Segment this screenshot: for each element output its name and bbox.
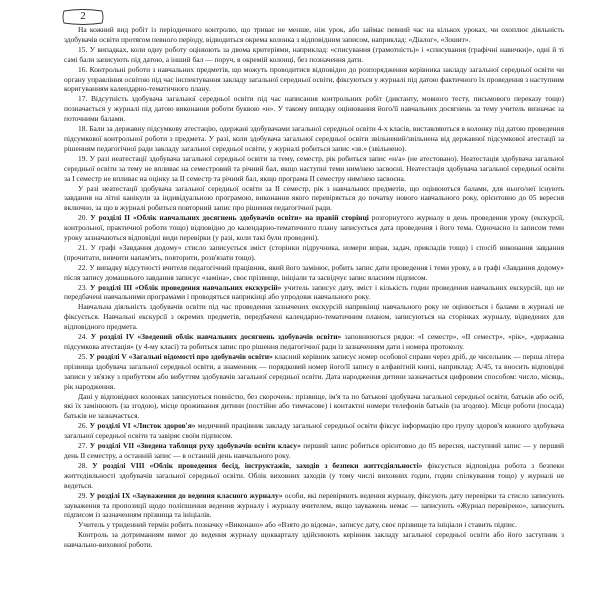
paragraph-text: 21. У графі «Завдання додому» стисло записується зміст (сторінки підручника, номери вправ, задач, прикладів тощо) і спосіб виконання завдання (прочитати, вивчити напам'ять, повторити, розв'язати тощо). bbox=[64, 242, 564, 262]
paragraph-text: У разі неатестації здобувача загальної середньої освіти за II семестр, рік з навчальних предметів, що оцінюються балами, для нього/неї існують завдання на літні канікули за індивідуальною програмою, виконання якого перевіряється до початку нового навчального року, орієнтовно до 05 вересня включно, за що в журналі робиться повторний запис про рішення педагогічної ради. bbox=[64, 183, 564, 213]
paragraph bbox=[64, 352, 564, 392]
paragraph-text: медичний працівник закладу загальної середньої освіти фіксує інформацію про групу здоров'я кожного здобувача загальної середньої освіти та завіряє своїм підписом. bbox=[64, 421, 565, 441]
paragraph-text: 24. bbox=[78, 332, 91, 342]
paragraph-text: 23. bbox=[78, 282, 90, 292]
paragraph bbox=[64, 520, 564, 530]
paragraph bbox=[64, 263, 564, 283]
paragraph bbox=[64, 213, 564, 243]
paragraph bbox=[64, 461, 564, 491]
paragraph-text: 15. У випадках, коли одну роботу оцінюють за двома критеріями, наприклад: «списування (грамотність)» і «списування (графічні навички)», одні й ті самі бали записують під датою, а інший бал — поруч, в окремій колонці, без позначення дати. bbox=[64, 44, 564, 64]
page-number: 2 bbox=[80, 10, 86, 22]
paragraph-text: перший запис робиться орієнтовно до 05 вересня, наступний запис — у перший день II семестру, а останній запис — в останній день навчального року. bbox=[64, 441, 565, 460]
paragraph-text: класний керівник записує номер особової справи через дріб, де чисельник — перша літера прізвища здобувача загальної середньої освіти, а знаменник — порядковий номер його/її запису в алфавітній книзі, наприклад: А/45, та вносить відповідні записи у зв'язку з прибуттям або вибуттям здобувачів загальної середньої освіти. Дата народження дитини зазначається цифровим способом: число, місяць, рік народження. bbox=[64, 351, 564, 391]
paragraph bbox=[64, 530, 564, 550]
paragraph-text: 27. bbox=[78, 441, 90, 451]
paragraph-text: 26. bbox=[78, 421, 90, 431]
paragraph-text: 28. bbox=[78, 460, 93, 470]
paragraph-text: 19. У разі неатестації здобувача загальної середньої освіти за тему, семестр, рік робиться запис «н/а» (не атестовано). Неатестація здобувача загальної середньої освіти за тему не впливає на семестровий та річний бал, якщо наступні теми ним/нею засвоєні. Неатестація здобувача загальної середньої освіти за I семестр не впливає на оцінку за II семестр та річний бал, якщо програма II семестру ним/нею засвоєна. bbox=[64, 153, 564, 183]
paragraph-text: 25. bbox=[78, 351, 90, 361]
paragraph-text: фіксується відповідна робота з безпеки життєдіяльності здобувачів загальної середньої освіти. Облік виховних заходів (у тому числі виховних годин, годин спілкування тощо) у журналі не ведеться. bbox=[64, 460, 565, 490]
paragraph-text: 20. bbox=[78, 213, 91, 223]
paragraph bbox=[64, 283, 564, 303]
paragraph-text: учитель записує дату, зміст і кількість годин проведення навчальних екскурсій, що не передбачені навчальними програмами і проводяться наприкінці або упродовж навчального року. bbox=[64, 282, 565, 302]
paragraph bbox=[64, 45, 564, 65]
paragraph-text: Навчальна діяльність здобувачів освіти під час проведення зазначених екскурсій наприкінці навчального року не оцінюється і балами в журналі не фіксується. Навчальні екскурсії з окремих предметів, передбачені календарно-тематичним планом, записуються на сторінках журналу, відведених для відповідного предмета. bbox=[64, 302, 564, 332]
paragraph-bold-text: У розділі VII «Зведена таблиця руху здобувачів освіти класу» bbox=[89, 441, 301, 451]
paragraph-text: 18. Бали за державну підсумкову атестацію, одержані здобувачами загальної середньої освіти 4-х класів, виставляються в колонку під датою проведення підсумкової контрольної роботи з предмета. У разі, коли здобувача загальної середньої освіти звільнений/звільнена від державної підсумкової атестації за рішенням педагогічної ради закладу загальної середньої освіти, у журналі робиться запис «зв.» (звільнено). bbox=[64, 124, 564, 153]
paragraph bbox=[64, 491, 564, 521]
paragraph bbox=[64, 441, 564, 461]
document-body bbox=[64, 25, 564, 550]
paragraph-bold-text: У розділі VIII «Облік проведення бесід, інструктажів, заходів з безпеки життєдіяльності» bbox=[92, 460, 423, 470]
paragraph-text: 29. bbox=[78, 490, 90, 500]
paragraph-bold-text: У розділі IV «Зведений облік навчальних досягнень здобувачів освіти» bbox=[90, 332, 342, 342]
paragraph bbox=[64, 124, 564, 154]
paragraph-text: заповнюються рядки: «I семестр», «II семестр», «рік», «державна підсумкова атестація» (у 4-му класі) та робиться запис про рішення педагогічної ради із зазначенням дати і номера протоколу. bbox=[64, 332, 564, 351]
paragraph-bold-text: У розділі II «Облік навчальних досягнень здобувачів освіти» на правій сторінці bbox=[90, 213, 369, 223]
paragraph-text: 17. Відсутність здобувача загальної середньої освіти під час написання контрольних робіт (диктанту, мовного тесту, письмового переказу тощо) позначається у журналі під датою виконання роботи буквою «н». У такому випадку оцінювання його/її навчальних досягнень за тему учитель визначає за поточними балами. bbox=[64, 94, 564, 124]
paragraph bbox=[64, 154, 564, 184]
paragraph bbox=[64, 421, 564, 441]
paragraph-bold-text: У розділі V «Загальні відомості про здобувачів освіти» bbox=[89, 351, 273, 361]
paragraph bbox=[64, 94, 564, 124]
paragraph-bold-text: У розділі VI «Листок здоров'я» bbox=[89, 421, 196, 431]
paragraph-bold-text: У розділі III «Облік проведення навчальних екскурсій» bbox=[89, 282, 282, 292]
paragraph bbox=[64, 332, 564, 352]
paragraph bbox=[64, 184, 564, 214]
paragraph bbox=[64, 65, 564, 95]
paragraph-text: На кожний вид робіт із періодичного контролю, що триває не менше, ніж урок, або займає певний час на кількох уроках, чи охоплює діяльність здобувачів освіти протягом певного періоду, відводиться окрема колонка з відповідним записом, наприклад: «Діалог», «Зошит». bbox=[64, 25, 564, 44]
paragraph-text: 16. Контрольні роботи з навчальних предметів, що можуть проводитися відповідно до розпорядження керівника закладу загальної середньої освіти чи органу управління освітою під час інспектування закладу загальної середньої освіти, фіксуються у журналі під датою фактичного їх проведення з наступним коригуванням календарно-тематичного плану. bbox=[64, 64, 564, 94]
paragraph-text: особи, які перевіряють ведення журналу, фіксують дату перевірки та стисло записують зауваження та пропозиції щодо поліпшення ведення журналу і журналу вчителем, якщо зауважень немає — записують «Журнал перевірено», записують підписом із зазначенням прізвища та ініціалів. bbox=[64, 490, 565, 520]
paragraph-bold-text: У розділі IX «Зауваження до ведення класного журналу» bbox=[89, 490, 283, 500]
page-number-badge bbox=[62, 9, 104, 25]
paragraph-text: розгорнутого журналу в день проведення уроку (екскурсії, контрольної, практичної роботи тощо) відповідно до календарно-тематичного плану записується дата проведення і його тема. Одночасно із записом теми уроку зазначаються відповідні види перевірки (у разі, коли такі були проведені). bbox=[64, 213, 564, 243]
paragraph-text: Контроль за дотриманням вимог до ведення журналу щокварталу здійснюють керівник закладу загальної середньої освіти або його заступник з навчально-виховної роботи. bbox=[64, 530, 564, 550]
paragraph bbox=[64, 302, 564, 332]
paragraph bbox=[64, 243, 564, 263]
paragraph-text: Дані у відповідних колонках записуються повністю, без скорочень: прізвище, ім'я та по батькові здобувача загальної середньої освіти, батьків або осіб, які їх замінюють (за згодою), місце проживання дитини (постійне або тимчасове) і контактні номери телефонів батьків (за згодою). Місце роботи (посада) батьків не зазначається. bbox=[64, 391, 564, 421]
paragraph-text: Учитель у триденний термін робить позначку «Виконано» або «Взято до відома», записує дату, своє прізвище та ініціали і ставить підпис. bbox=[78, 520, 518, 530]
paragraph bbox=[64, 25, 564, 45]
paragraph-text: 22. У випадку відсутності вчителя педагогічний працівник, який його замінює, робить запис дати проведення і теми уроку, а в графі «Завдання додому» після запису домашнього завдання записує «заміна», своє прізвище, ініціали та засвідчує запис власним підписом. bbox=[64, 262, 564, 282]
paragraph bbox=[64, 392, 564, 422]
